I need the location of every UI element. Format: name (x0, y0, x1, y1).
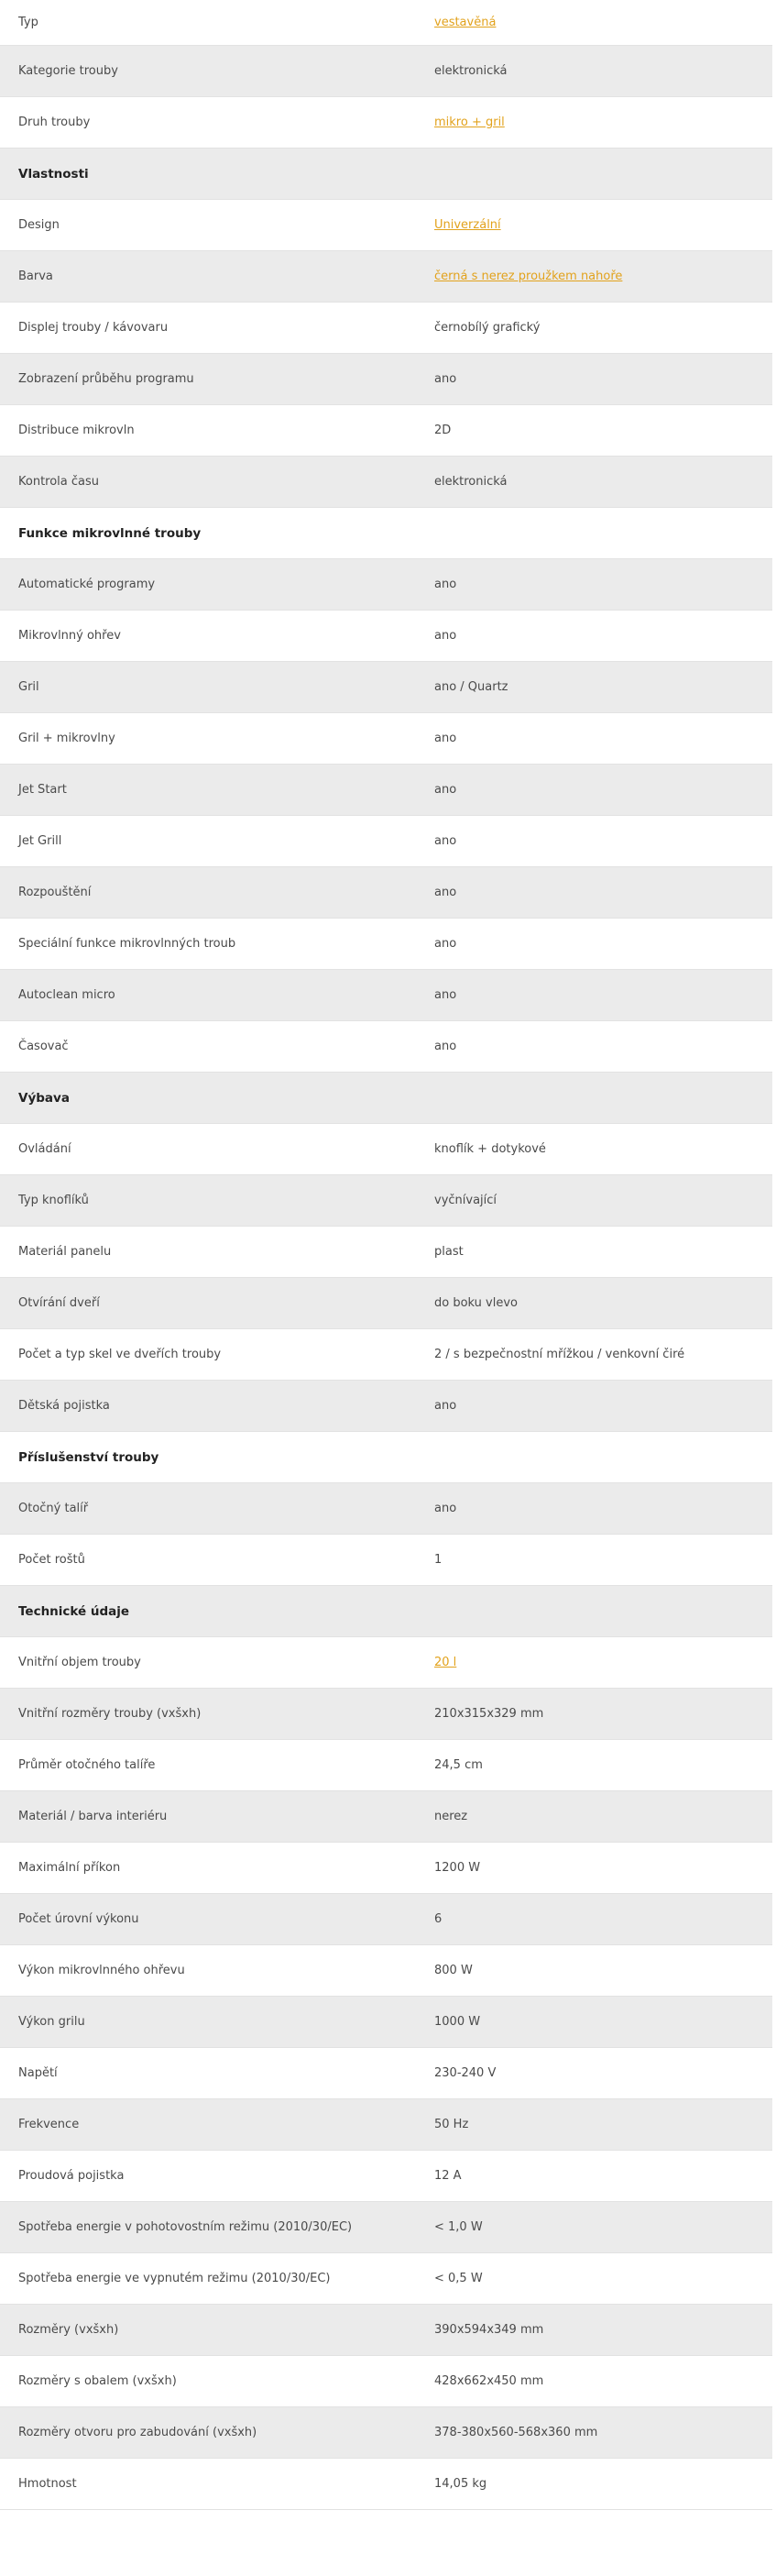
spec-row (0, 662, 772, 713)
spec-row (0, 354, 772, 405)
spec-value: 14,05 kg (434, 2477, 487, 2491)
spec-row (0, 405, 772, 457)
spec-label: Otvírání dveří (18, 1296, 100, 1310)
spec-label: Rozměry (vxšxh) (18, 2323, 119, 2337)
spec-value: 378-380x560-568x360 mm (434, 2426, 598, 2439)
spec-row (0, 1329, 772, 1381)
spec-label: Rozměry s obalem (vxšxh) (18, 2374, 177, 2388)
spec-value: nerez (434, 1810, 468, 1823)
spec-row (0, 1843, 772, 1894)
spec-value: ano (434, 1040, 457, 1053)
spec-label: Rozpouštění (18, 886, 92, 899)
spec-label: Výkon grilu (18, 2015, 85, 2029)
spec-label: Gril + mikrovlny (18, 732, 115, 745)
spec-row (0, 2305, 772, 2356)
spec-value: ano (434, 1502, 457, 1515)
section-title: Příslušenství trouby (18, 1449, 159, 1465)
spec-value: ano / Quartz (434, 680, 508, 694)
spec-label: Autoclean micro (18, 988, 115, 1002)
spec-value: plast (434, 1245, 464, 1259)
spec-row (0, 765, 772, 816)
spec-value: 2D (434, 424, 452, 437)
spec-row (0, 1894, 772, 1945)
spec-value: ano (434, 886, 457, 899)
spec-value-link[interactable]: černá s nerez proužkem nahoře (434, 270, 623, 283)
spec-label: Materiál panelu (18, 1245, 112, 1259)
spec-label: Spotřeba energie ve vypnutém režimu (2010/30/EC) (18, 2272, 331, 2285)
spec-label: Ovládání (18, 1142, 71, 1156)
spec-row (0, 816, 772, 867)
spec-label: Počet a typ skel ve dveřích trouby (18, 1348, 222, 1361)
spec-row (0, 970, 772, 1021)
spec-label: Hmotnost (18, 2477, 77, 2491)
spec-label: Počet roštů (18, 1553, 85, 1567)
spec-value: 1200 W (434, 1861, 481, 1875)
spec-label: Mikrovlnný ohřev (18, 629, 121, 643)
spec-label: Speciální funkce mikrovlnných troub (18, 937, 236, 951)
spec-label: Design (18, 218, 60, 232)
spec-value: ano (434, 783, 457, 797)
spec-row (0, 200, 772, 251)
spec-value: 6 (434, 1912, 443, 1926)
spec-value: ano (434, 834, 457, 848)
spec-label: Gril (18, 680, 39, 694)
spec-row (0, 251, 772, 303)
spec-row (0, 2356, 772, 2407)
spec-label: Proudová pojistka (18, 2169, 125, 2183)
spec-row (0, 1483, 772, 1535)
spec-value: ano (434, 937, 457, 951)
spec-row (0, 1381, 772, 1432)
spec-row (0, 1997, 772, 2048)
spec-row (0, 919, 772, 970)
spec-label: Kategorie trouby (18, 64, 118, 78)
section-title: Výbava (18, 1090, 70, 1106)
section-header-row (0, 508, 772, 559)
spec-value: 230-240 V (434, 2066, 497, 2080)
spec-label: Materiál / barva interiéru (18, 1810, 168, 1823)
spec-row (0, 0, 772, 46)
spec-label: Typ knoflíků (18, 1194, 89, 1207)
spec-label: Rozměry otvoru pro zabudování (vxšxh) (18, 2426, 257, 2439)
spec-value: do boku vlevo (434, 1296, 518, 1310)
spec-value: < 0,5 W (434, 2272, 483, 2285)
spec-row (0, 1021, 772, 1073)
section-header-row (0, 149, 772, 200)
spec-label: Vnitřní objem trouby (18, 1656, 141, 1669)
spec-value: 24,5 cm (434, 1758, 483, 1772)
spec-value-link[interactable]: 20 l (434, 1656, 457, 1669)
spec-row (0, 1791, 772, 1843)
spec-row (0, 1227, 772, 1278)
spec-label: Dětská pojistka (18, 1399, 110, 1413)
spec-value: 428x662x450 mm (434, 2374, 544, 2388)
spec-row (0, 2048, 772, 2099)
spec-label: Automatické programy (18, 578, 156, 591)
spec-row (0, 2202, 772, 2253)
section-title: Vlastnosti (18, 166, 89, 182)
spec-label: Zobrazení průběhu programu (18, 372, 194, 386)
spec-value: elektronická (434, 64, 508, 78)
spec-value: 12 A (434, 2169, 462, 2183)
spec-row (0, 2459, 772, 2510)
spec-value: 390x594x349 mm (434, 2323, 544, 2337)
spec-row (0, 1637, 772, 1689)
spec-label: Jet Start (18, 783, 67, 797)
spec-row (0, 2407, 772, 2459)
spec-row (0, 1535, 772, 1586)
spec-row (0, 303, 772, 354)
spec-label: Druh trouby (18, 116, 91, 129)
spec-row (0, 2099, 772, 2151)
spec-row (0, 559, 772, 611)
spec-value: elektronická (434, 475, 508, 489)
spec-value-link[interactable]: Univerzální (434, 218, 501, 232)
spec-label: Spotřeba energie v pohotovostním režimu (2010/30/EC) (18, 2220, 353, 2234)
spec-value: ano (434, 578, 457, 591)
spec-label: Časovač (18, 1040, 69, 1053)
spec-value-link[interactable]: vestavěná (434, 16, 497, 29)
spec-value: < 1,0 W (434, 2220, 483, 2234)
spec-row (0, 611, 772, 662)
section-header-row (0, 1586, 772, 1637)
spec-row (0, 1740, 772, 1791)
spec-row (0, 2253, 772, 2305)
spec-label: Vnitřní rozměry trouby (vxšxh) (18, 1707, 202, 1721)
spec-label: Maximální příkon (18, 1861, 121, 1875)
spec-label: Kontrola času (18, 475, 100, 489)
spec-row (0, 2151, 772, 2202)
spec-label: Jet Grill (18, 834, 62, 848)
spec-label: Počet úrovní výkonu (18, 1912, 139, 1926)
spec-label: Průměr otočného talíře (18, 1758, 156, 1772)
section-title: Funkce mikrovlnné trouby (18, 525, 202, 541)
spec-value: vyčnívající (434, 1194, 497, 1207)
spec-value: 50 Hz (434, 2118, 469, 2131)
spec-label: Výkon mikrovlnného ohřevu (18, 1964, 185, 1977)
spec-label: Displej trouby / kávovaru (18, 321, 169, 335)
spec-value: 2 / s bezpečnostní mřížkou / venkovní čiré (434, 1348, 685, 1361)
spec-row (0, 46, 772, 97)
spec-value: 210x315x329 mm (434, 1707, 544, 1721)
section-header-row (0, 1073, 772, 1124)
spec-row (0, 867, 772, 919)
spec-label: Frekvence (18, 2118, 80, 2131)
spec-row (0, 1278, 772, 1329)
spec-row (0, 1689, 772, 1740)
spec-row (0, 457, 772, 508)
spec-label: Distribuce mikrovln (18, 424, 135, 437)
spec-value: ano (434, 629, 457, 643)
spec-row (0, 1124, 772, 1175)
section-header-row (0, 1432, 772, 1483)
spec-value: černobílý grafický (434, 321, 541, 335)
spec-row (0, 97, 772, 149)
section-title: Technické údaje (18, 1603, 130, 1619)
spec-row (0, 1945, 772, 1997)
spec-label: Typ (18, 16, 38, 29)
spec-row (0, 1175, 772, 1227)
spec-value: ano (434, 988, 457, 1002)
spec-value: 800 W (434, 1964, 473, 1977)
spec-value: ano (434, 1399, 457, 1413)
spec-value-link[interactable]: mikro + gril (434, 116, 505, 129)
spec-value: ano (434, 732, 457, 745)
spec-value: ano (434, 372, 457, 386)
spec-label: Otočný talíř (18, 1502, 89, 1515)
spec-label: Barva (18, 270, 53, 283)
spec-value: 1 (434, 1553, 443, 1567)
spec-label: Napětí (18, 2066, 58, 2080)
spec-row (0, 713, 772, 765)
spec-value: 1000 W (434, 2015, 481, 2029)
spec-value: knoflík + dotykové (434, 1142, 546, 1156)
